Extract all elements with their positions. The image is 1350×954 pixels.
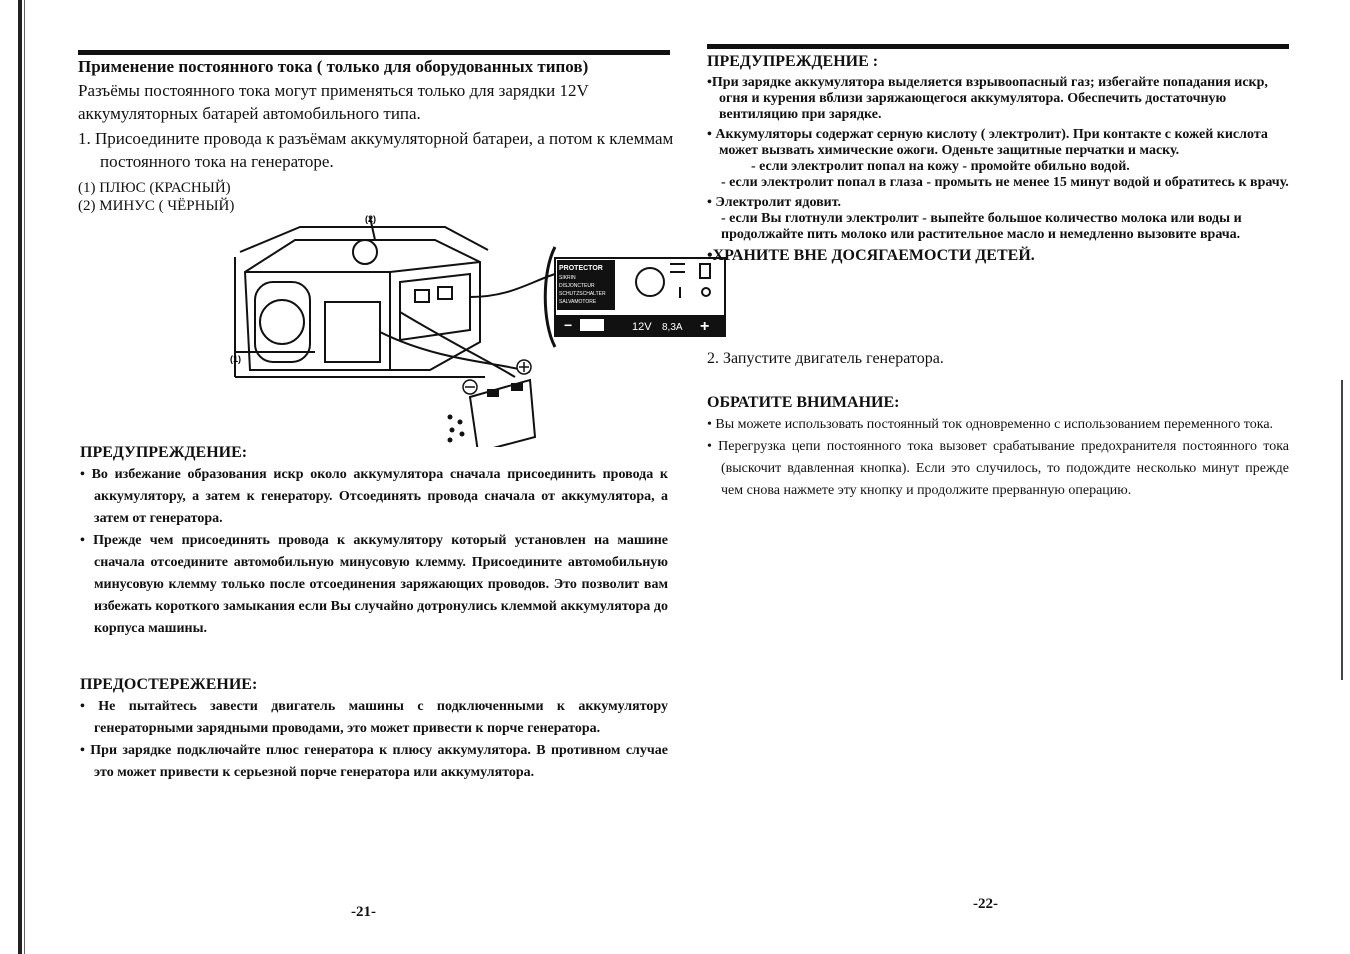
warning-title-right: ПРЕДУПРЕЖДЕНИЕ :: [707, 53, 879, 70]
warning-item-2: • Прежде чем присоединять провода к аккумулятору который установлен на машине сначала отсоедините автомобильную минусовую клемму. Присоедините автомобильную минусовую клемму только после отсоединения заряжающих проводов. Это позволит вам избежать короткого замыкания если Вы случайно дотронулись клеммой аккумулятора до корпуса машины.: [80, 533, 668, 636]
panel-row-1: SIKRIN: [559, 275, 576, 281]
warning-section-left: [80, 444, 668, 640]
wire-legend: [78, 179, 678, 215]
panel-row-3: SCHUTZSCHALTER: [559, 291, 606, 297]
dc-section: [78, 57, 678, 215]
warning-keep-away: •ХРАНИТЕ ВНЕ ДОСЯГАЕМОСТИ ДЕТЕЙ.: [707, 247, 1035, 264]
warning-bullet-gas: •При зарядке аккумулятора выделяется взрывоопасный газ; избегайте попадания искр, огня и курения вблизи заряжающегося аккумулятора. Обеспечить достаточную вентиляцию при зарядке.: [707, 75, 1268, 122]
panel-voltage: 12V: [632, 321, 652, 333]
scan-edge-mark: [1341, 380, 1343, 680]
page-number-right: -22-: [973, 896, 998, 912]
section-heading: Применение постоянного тока ( только для оборудованных типов): [78, 57, 589, 76]
note-item-1: • Вы можете использовать постоянный ток одновременно с использованием переменного тока.: [707, 417, 1274, 432]
battery-terminal-minus-icon: [463, 380, 477, 394]
scan-edge-line: [18, 0, 22, 954]
spark-dots-icon: [448, 415, 465, 443]
intro-text: Разъёмы постоянного тока могут применяться только для зарядки 12V аккумуляторных батарей автомобильного типа.: [78, 81, 589, 123]
legend-plus: (1) ПЛЮС (КРАСНЫЙ): [78, 180, 231, 196]
warning-acid-eyes: - если электролит попал в глаза - промыть не менее 15 минут водой и обратитесь к врачу.: [721, 175, 1289, 190]
battery-drawing: [470, 380, 535, 447]
caution-title: ПРЕДОСТЕРЕЖЕНИЕ:: [80, 676, 258, 693]
warning-item-1: • Во избежание образования искр около аккумулятора сначала присоединить провода к аккумулятору, а затем к генератору. Отсоединять провода сначала от аккумулятора, а затем от генератора.: [80, 467, 668, 526]
warning-acid-skin: - если электролит попал на кожу - промойте обильно водой.: [751, 159, 1130, 174]
legend-minus: (2) МИНУС ( ЧЁРНЫЙ): [78, 198, 235, 214]
panel-current: 8,3A: [662, 322, 683, 333]
breaker-button-icon: [636, 268, 664, 296]
generator-drawing: [235, 227, 488, 377]
panel-row-4: SALVAMOTORE: [559, 299, 597, 305]
control-panel-inset: [545, 247, 725, 347]
caution-item-2: • При зарядке подключайте плюс генератора к плюсу аккумулятора. В противном случае это может привести к серьезной порче генератора или аккумулятора.: [80, 743, 668, 780]
step-1: 1. Присоедините провода к разъёмам аккумуляторной батареи, а потом к клеммам постоянного тока на генераторе.: [78, 129, 674, 171]
warning-section-right: [707, 53, 1289, 265]
generator-battery-figure: [230, 212, 730, 447]
callout-2: (2): [365, 214, 376, 224]
panel-minus-symbol: −: [564, 317, 573, 333]
caution-section: [80, 676, 668, 784]
heading-rule: [78, 50, 670, 55]
dc-socket-minus-icon: [580, 319, 604, 331]
scan-edge-line-thin: [24, 0, 25, 954]
caution-item-1: • Не пытайтесь завести двигатель машины с подключенными к аккумулятору генераторными зарядными проводами, это может привести к порче генератора.: [80, 699, 668, 736]
page-number-left: -21-: [351, 904, 376, 920]
step-2: 2. Запустите двигатель генератора.: [707, 350, 944, 367]
panel-protector-label: PROTECTOR: [559, 265, 603, 272]
warning-poison-instructions: - если Вы глотнули электролит - выпейте большое количество молока или воды и продолжайте пить молоко или растительное масло и немедленно вызовите врача.: [721, 211, 1242, 242]
note-title: ОБРАТИТЕ ВНИМАНИЕ:: [707, 394, 900, 411]
warning-bullet-acid: • Аккумуляторы содержат серную кислоту ( электролит). При контакте с кожей кислота может вызвать химические ожоги. Оденьте защитные перчатки и маску.: [707, 127, 1268, 158]
warning-bullet-poison: • Электролит ядовит.: [707, 195, 842, 210]
note-section: [707, 394, 1289, 502]
panel-row-2: DISJONCTEUR: [559, 283, 595, 289]
battery-terminal-plus-icon: [517, 360, 531, 374]
callout-1: (1): [230, 354, 241, 364]
heading-rule-right: [707, 44, 1289, 49]
warning-title: ПРЕДУПРЕЖДЕНИЕ:: [80, 444, 248, 461]
panel-plus-symbol: +: [700, 318, 710, 335]
note-item-2: • Перегрузка цепи постоянного тока вызовет срабатывание предохранителя постоянного тока (выскочит вдавленная кнопка). Если это случилось, то подождите несколько минут прежде чем снова нажмете эту кнопку и продолжите прерванную операцию.: [707, 439, 1289, 498]
